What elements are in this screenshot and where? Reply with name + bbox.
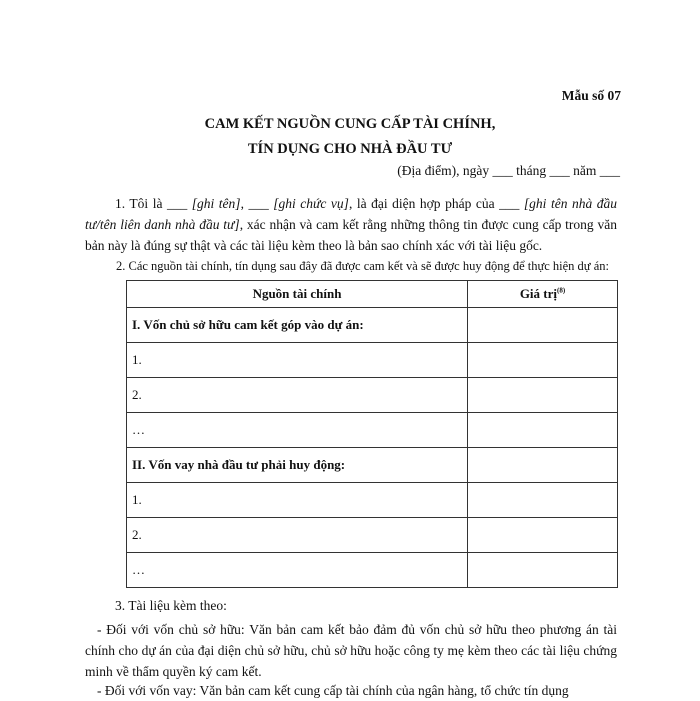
table-cell-value <box>468 413 618 448</box>
table-row <box>127 378 618 413</box>
table-cell-label: … <box>127 413 468 448</box>
table-cell-label: 1. <box>127 343 468 378</box>
table-row <box>127 483 618 518</box>
header-value <box>468 281 618 308</box>
table-cell-label: I. Vốn chủ sở hữu cam kết góp vào dự án: <box>127 308 468 343</box>
table-cell-label: 2. <box>127 518 468 553</box>
header-value-label: Giá trị <box>519 286 557 301</box>
header-value-footnote: (8) <box>557 286 566 295</box>
document-title-line-1: CAM KẾT NGUỒN CUNG CẤP TÀI CHÍNH, <box>204 116 496 132</box>
paragraph-4: - Đối với vốn chủ sở hữu: Văn bản cam kết bảo đảm đủ vốn chủ sở hữu theo phương án tài chính cho dự án của đại diện chủ sở hữu, chủ sở hữu hoặc công ty mẹ kèm theo các tài liệu chứng minh về thẩm quyền ký cam kết. <box>85 622 617 679</box>
para1-text-c: , ___ <box>240 196 274 211</box>
table-cell-label: … <box>127 553 468 588</box>
para1-text-a: 1. Tôi là ___ <box>115 196 192 211</box>
table-row <box>127 413 618 448</box>
paragraph-1 <box>85 193 617 256</box>
paragraph-2: 2. Các nguồn tài chính, tín dụng sau đây đã được cam kết và sẽ được huy động để thực hiện dự án: <box>116 259 609 273</box>
financial-sources-table <box>126 280 618 588</box>
table-cell-value <box>468 343 618 378</box>
table-cell-value <box>468 483 618 518</box>
table-row <box>127 343 618 378</box>
form-number: Mẫu số 07 <box>561 88 621 103</box>
table-row <box>127 518 618 553</box>
para1-text-e: , là đại diện hợp pháp của ___ <box>348 196 524 211</box>
table-cell-value <box>468 518 618 553</box>
header-financial-source: Nguồn tài chính <box>127 281 468 308</box>
table-cell-label: II. Vốn vay nhà đầu tư phải huy động: <box>127 448 468 483</box>
paragraph-5: - Đối với vốn vay: Văn bản cam kết cung cấp tài chính của ngân hàng, tổ chức tín dụng <box>97 683 569 698</box>
table-cell-value <box>468 308 618 343</box>
table-cell-label: 1. <box>127 483 468 518</box>
table-cell-value <box>468 553 618 588</box>
place-date-line: (Địa điểm), ngày ___ tháng ___ năm ___ <box>397 163 620 178</box>
table-header-row <box>127 281 618 308</box>
table-cell-label: 2. <box>127 378 468 413</box>
para1-investor-placeholder: [ghi tên nhà đầu tư/tên liên danh nhà đầu tư] <box>85 196 618 232</box>
paragraph-3: 3. Tài liệu kèm theo: <box>115 598 227 613</box>
document-title-line-2: TÍN DỤNG CHO NHÀ ĐẦU TƯ <box>247 141 453 157</box>
table-row <box>127 448 618 483</box>
para1-position-placeholder: [ghi chức vụ] <box>273 196 349 211</box>
table-row <box>127 553 618 588</box>
table-cell-value <box>468 378 618 413</box>
para1-name-placeholder: [ghi tên] <box>191 196 241 211</box>
table-row <box>127 308 618 343</box>
table-cell-value <box>468 448 618 483</box>
para1-text-g: , xác nhận và cam kết rằng những thông tin được cung cấp trong văn bản này là đúng sự thật và các tài liệu kèm theo là bản sao chính xác với tài liệu gốc. <box>85 217 618 253</box>
